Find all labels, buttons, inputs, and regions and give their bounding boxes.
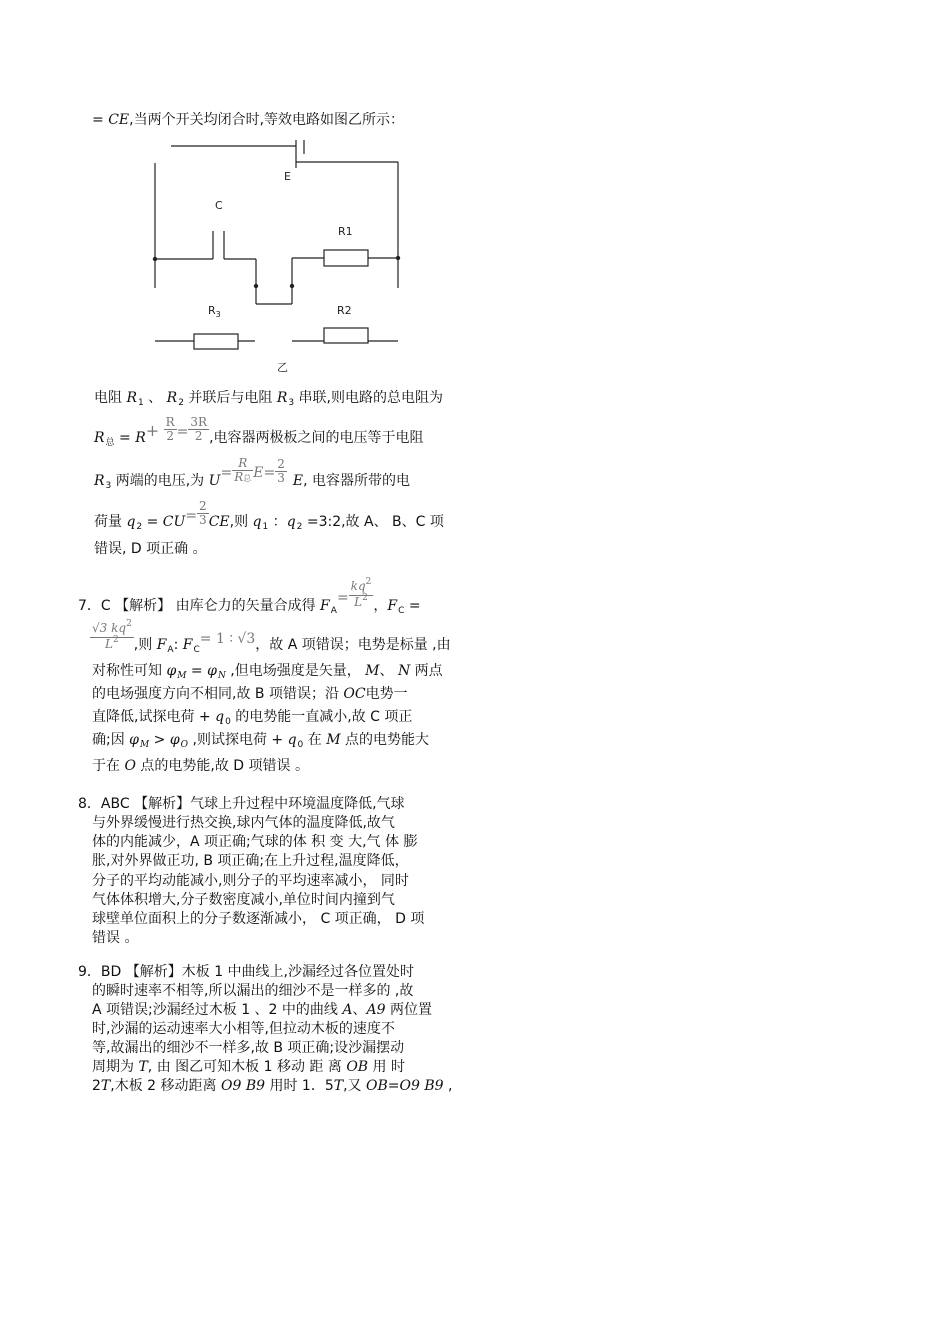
p9-line-6: 周期为 T, 由 图乙可知木板 1 移动 距 离 OB 用 时 (92, 1059, 405, 1075)
p6-line-4: 荷量 $q_2 = CU=$ $\frac{2}{3}$ CE,则 $q_1$ ：$q_2$ =3:2,故 A、 B、C 项 (94, 498, 444, 532)
fraction: $\frac{R}{\text{R总}}$ (234, 456, 252, 484)
equals-sign: = (92, 112, 109, 128)
intro-text: ,当两个开关均闭合时,等效电路如图乙所示： (129, 112, 405, 128)
p7-line-5: 直降低,试探电荷 + $q_0$ 的电势能一直减小,故 C 项正 (92, 709, 413, 727)
label-c: C (215, 199, 223, 212)
junction-dot (290, 284, 294, 288)
junction-dot (396, 256, 400, 260)
p7-line-3: 对称性可知 $\varphi_M = \varphi_N$ ,但电场强度是矢量， M、 N 两点 (92, 663, 443, 681)
p6-line-3: $R_3$ 两端的电压,为 U= $\frac{R}{\text{R总}}$ E= $\frac{2}{3}$ E, 电容器所带的电 (94, 456, 410, 491)
p8-line: 错误 。 (92, 930, 139, 946)
circuit-diagram (0, 0, 950, 400)
label-r3: $R_3$ (208, 304, 221, 319)
figure-caption: 乙 (277, 361, 288, 374)
r1-resistor (324, 250, 368, 266)
p8-line: 分子的平均动能减小,则分子的平均速率减小， 同时 (92, 873, 409, 889)
p6-line-5: 错误, D 项正确 。 (94, 541, 207, 557)
label-e: E (284, 170, 291, 183)
p9-line-1: 9．BD 【解析】木板 1 中曲线上,沙漏经过各位置处时 (78, 964, 414, 980)
p8-line: 体的内能减少，A 项正确;气球的体 积 变 大,气 体 膨 (92, 834, 418, 850)
fraction: $\frac{2}{3}$ (199, 498, 207, 527)
p7-line-7: 于在 O 点的电势能,故 D 项错误 。 (92, 758, 309, 774)
p8-line: 球壁单位面积上的分子数逐渐减小， C 项正确， D 项 (92, 911, 425, 927)
p7-line-2: $\frac{√3 kq^2}{L^2}$ ,则 $F_A$: $F_C= 1$ ∶ √3，故 A 项错误；电势是标量 ,由 (92, 618, 451, 655)
fraction: $\frac{√3 kq^2}{L^2}$ (92, 618, 132, 651)
p6-line-1: 电阻 $R_1$ 、 $R_2$ 并联后与电阻 $R_3$ 串联,则电路的总电阻为 (94, 390, 444, 408)
p9-line-4: 时,沙漏的运动速率大小相等,但拉动木板的速度不 (92, 1021, 395, 1037)
fraction: $\frac{3R}{2}$ (190, 414, 208, 443)
p8-line: 气体体积增大,分子数密度减小,单位时间内撞到气 (92, 892, 395, 908)
r2-resistor (324, 328, 368, 343)
p7-line-1: 7．C 【解析】 由库仑力的矢量合成得 $F_A=$ $\frac{kq^2}{L^2}$ ，$F_C$ = (78, 576, 421, 616)
label-r1: R1 (338, 225, 353, 238)
junction-dot (254, 284, 258, 288)
junction-dot (153, 257, 157, 261)
p7-line-4: 的电场强度方向不相同,故 B 项错误；沿 OC电势一 (92, 686, 408, 702)
p7-line-6: 确;因 $\varphi_M > \varphi_O$ ,则试探电荷 + $q_0$ 在 M 点的电势能大 (92, 732, 429, 750)
fraction: $\frac{R}{2}$ (165, 414, 175, 443)
p8-line: 与外界缓慢进行热交换,球内气体的温度降低,故气 (92, 815, 395, 831)
p9-line-2: 的瞬时速率不相等,所以漏出的细沙不是一样多的 ,故 (92, 983, 414, 999)
p9-line-5: 等,故漏出的细沙不一样多,故 B 项正确;设沙漏摆动 (92, 1040, 405, 1056)
r3-resistor (194, 334, 238, 349)
label-r2: R2 (337, 304, 352, 317)
ce-symbol: CE (108, 112, 130, 128)
p8-line: 8．ABC 【解析】气球上升过程中环境温度降低,气球 (78, 796, 405, 812)
p6-line-2: $R_总 = R+$ $\frac{R}{2}$ = $\frac{3R}{2}$ ,电容器两极板之间的电压等于电阻 (94, 414, 424, 448)
p8-line: 胀,对外界做正功, B 项正确;在上升过程,温度降低， (92, 853, 409, 869)
fraction: $\frac{kq^2}{L^2}$ (350, 576, 372, 609)
p9-line-3: A 项错误;沙漏经过木板 1 、2 中的曲线 A、A9 两位置 (92, 1002, 432, 1018)
fraction: $\frac{2}{3}$ (277, 456, 285, 485)
p9-line-7: 2T,木板 2 移动距离 O9 B9 用时 1．5T,又 OB=O9 B9 , (92, 1078, 453, 1094)
